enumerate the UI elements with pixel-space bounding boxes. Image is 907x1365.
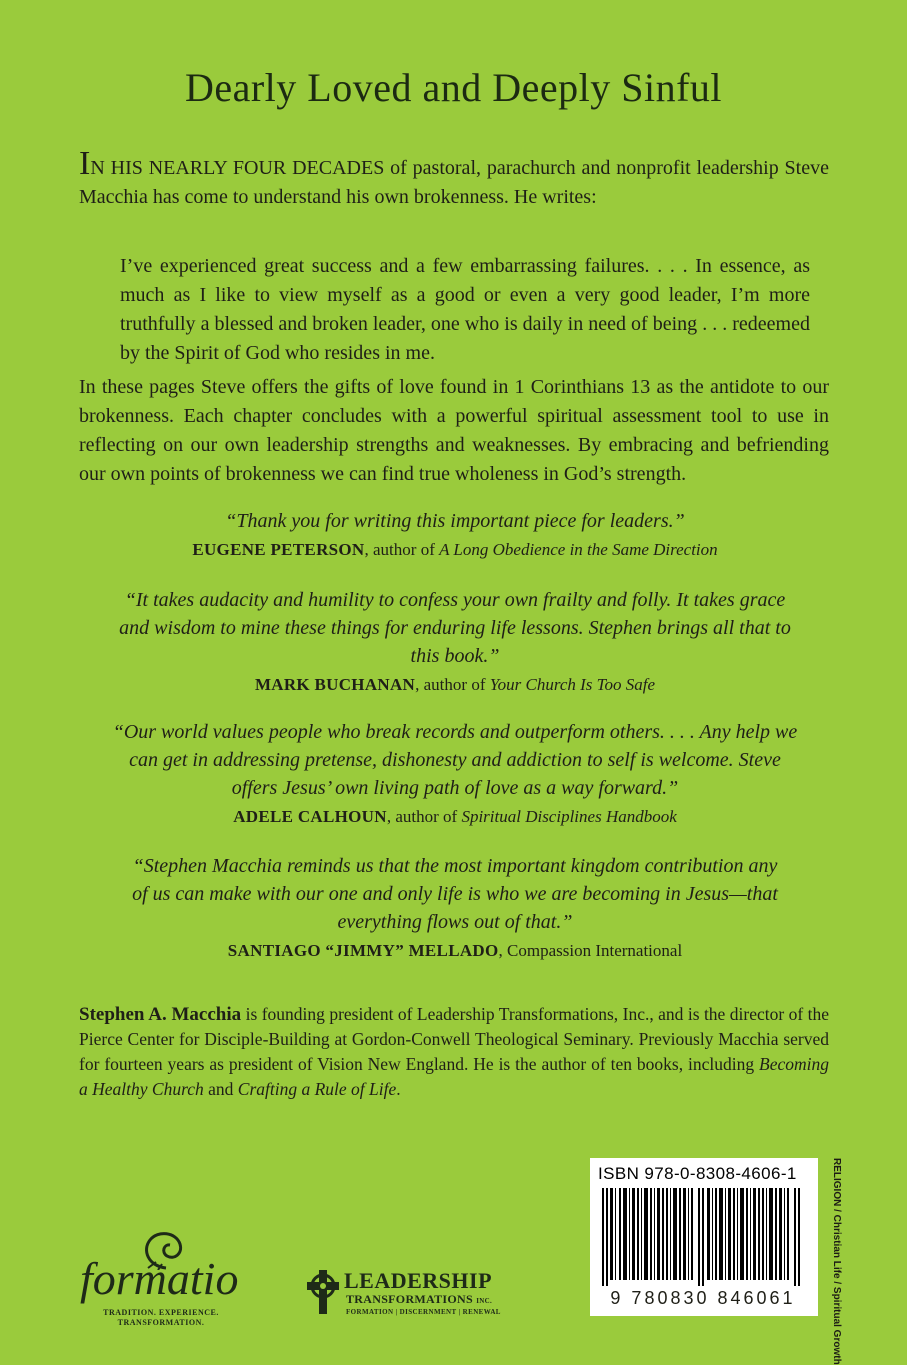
book-title: Dearly Loved and Deeply Sinful [184, 65, 723, 110]
leadership-transformations-logo: LEADERSHIP TRANSFORMATIONS INC. FORMATION | DISCERNMENT | RENEWAL [304, 1268, 509, 1328]
barcode-bars [598, 1188, 810, 1286]
endorsement-quote: “Thank you for writing this important piece for leaders.” [225, 510, 685, 532]
endorsement-3 [80, 718, 830, 830]
intro-paragraph [79, 145, 829, 212]
formatio-tagline: TRADITION. EXPERIENCE. TRANSFORMATION. [103, 1308, 219, 1327]
celtic-cross-icon [304, 1268, 342, 1316]
category-label: RELIGION / Christian Life / Spiritual Growth [831, 1158, 842, 1365]
endorsement-2 [80, 586, 830, 698]
formatio-logo: formatio TRADITION. EXPERIENCE. TRANSFORMATION. [80, 1222, 240, 1332]
isbn-barcode [590, 1158, 818, 1316]
endorsement-quote: “Stephen Macchia reminds us that the most important kingdom contribution any of us can make with our one and only life is who we are becoming in Jesus—that everything flows out of that.” [132, 855, 778, 933]
endorsement-quote: “It takes audacity and humility to confess your own frailty and folly. It takes grace and wisdom to mine these things for enduring life lessons. Stephen brings all that to this book.” [119, 589, 791, 667]
endorsement-attribution: EUGENE PETERSON, author of A Long Obedience in the Same Direction [192, 540, 718, 559]
endorsement-attribution: ADELE CALHOUN, author of Spiritual Disciplines Handbook [233, 807, 677, 826]
endorsement-4 [80, 852, 830, 964]
intro-text: of pastoral, parachurch and nonprofit leadership Steve Macchia has come to understand his own brokenness. He writes: [79, 157, 829, 208]
barcode-number: 9 780830 846061 [610, 1288, 796, 1308]
isbn-label: ISBN 978-0-8308-4606-1 [598, 1164, 797, 1183]
author-bio: Stephen A. Macchia is founding president of Leadership Transformations, Inc., and is the director of the Pierce Center for Disciple-Building at Gordon-Conwell Theological Seminary. Previously Macchia served for fourteen years as president of Vision New England. He is the author of ten books, including Becoming a Healthy Church and Crafting a Rule of Life. [79, 1004, 829, 1099]
description-paragraph: In these pages Steve offers the gifts of love found in 1 Corinthians 13 as the antidote to our brokenness. Each chapter concludes with a powerful spiritual assessment tool to use in reflecting on our own leadership strengths and weaknesses. By embracing and befriending our own points of brokenness we can find true wholeness in God’s strength. [79, 376, 829, 485]
lead-caps: N HIS NEARLY FOUR DECADES [90, 157, 385, 179]
author-block-quote: I’ve experienced great success and a few embarrassing failures. . . . In essence, as much as I like to view myself as a good or even a very good leader, I’m more truthfully a blessed and broken leader, one who is daily in need of being . . . redeemed by the Spirit of God who resides in me. [120, 255, 810, 364]
endorsement-attribution: MARK BUCHANAN, author of Your Church Is Too Safe [254, 675, 656, 694]
endorsement-quote: “Our world values people who break records and outperform others. . . . Any help we can get in addressing pretense, dishonesty and addiction to self is welcome. Steve offers Jesus’ own living path of love as a way forward.” [112, 721, 798, 799]
endorsement-attribution: SANTIAGO “JIMMY” MELLADO, Compassion International [227, 941, 683, 960]
endorsement-1 [80, 507, 830, 563]
drop-cap: I [79, 145, 91, 182]
